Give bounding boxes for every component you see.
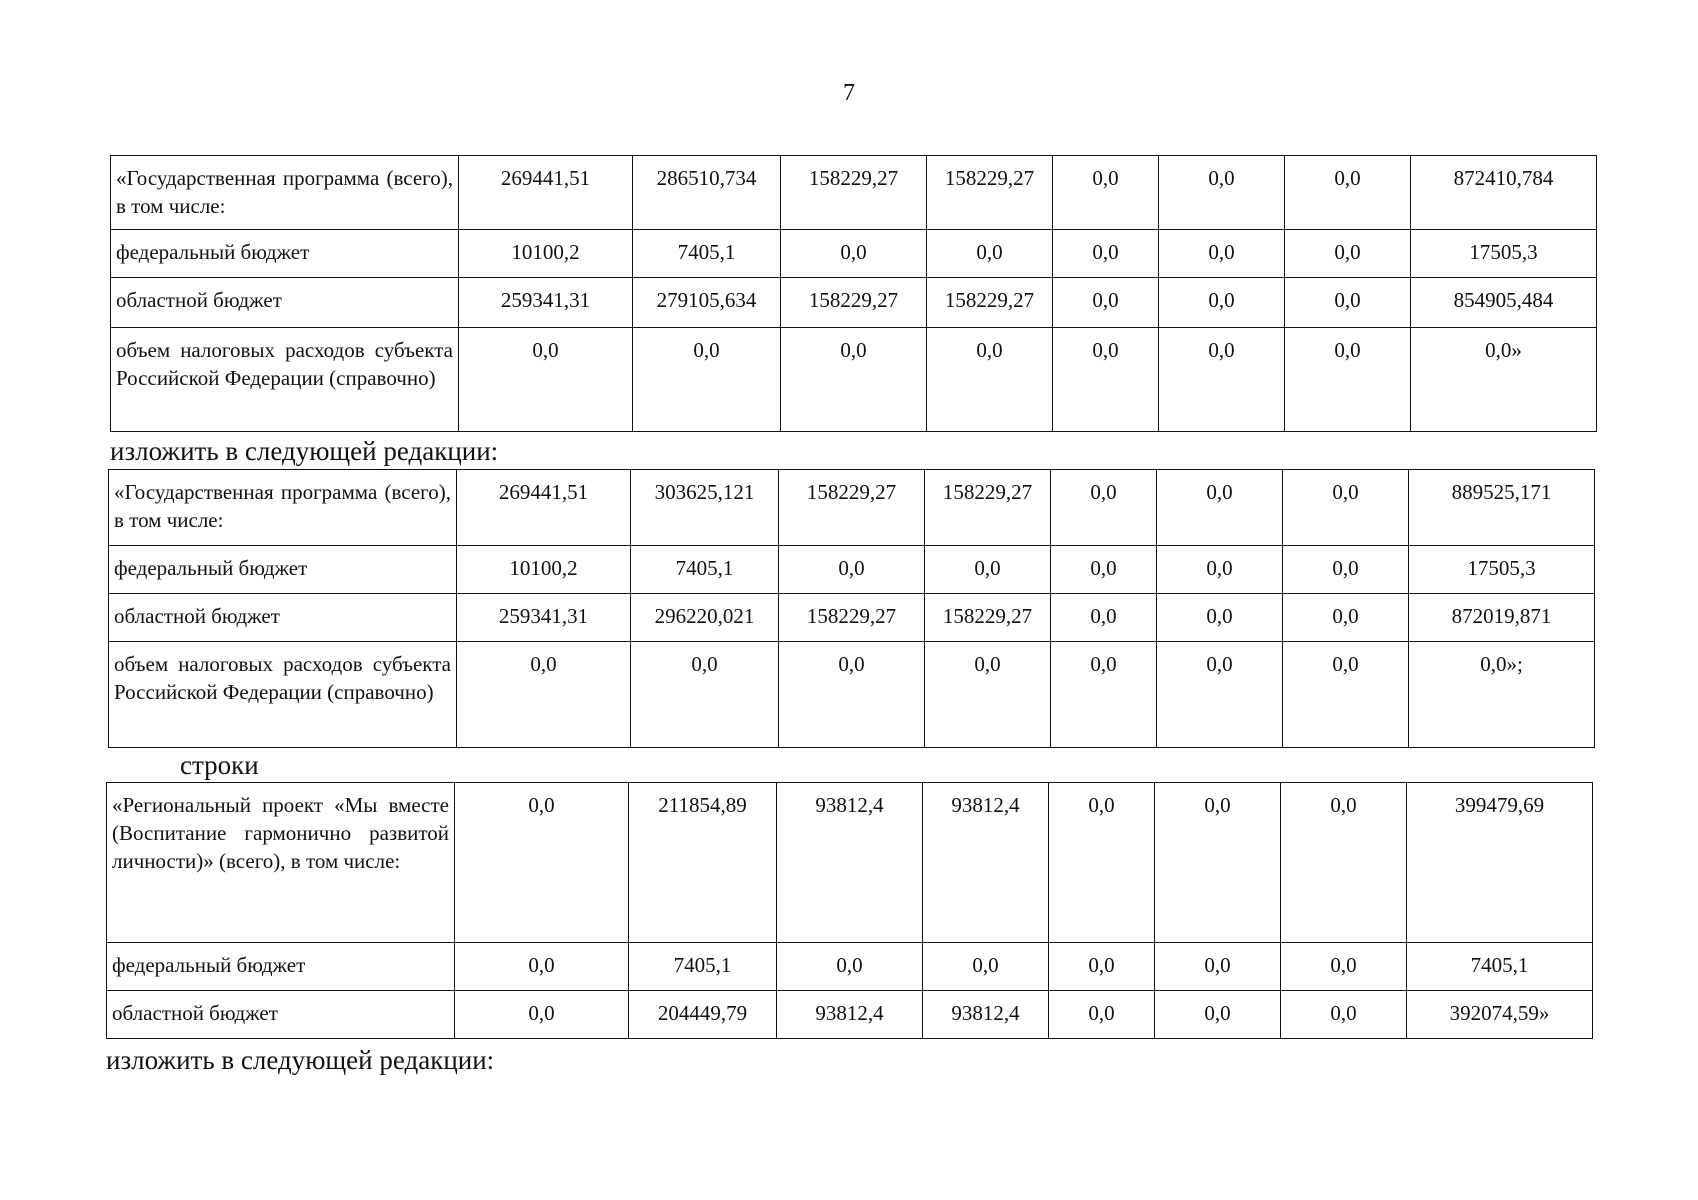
cell-value: 0,0 xyxy=(1051,546,1157,594)
cell-value: 93812,4 xyxy=(777,991,923,1039)
cell-value: 303625,121 xyxy=(631,470,779,546)
cell-value: 0,0 xyxy=(1281,783,1407,943)
cell-value: 158229,27 xyxy=(927,156,1053,230)
cell-value: 0,0 xyxy=(1283,470,1409,546)
cell-value: 0,0 xyxy=(1053,328,1159,432)
row-label: федеральный бюджет xyxy=(111,230,459,278)
cell-value: 158229,27 xyxy=(779,470,925,546)
cell-value: 296220,021 xyxy=(631,594,779,642)
cell-value: 392074,59» xyxy=(1407,991,1593,1039)
cell-value: 399479,69 xyxy=(1407,783,1593,943)
row-label: областной бюджет xyxy=(111,278,459,328)
table-row xyxy=(107,943,1593,991)
cell-value: 158229,27 xyxy=(781,278,927,328)
cell-value: 854905,484 xyxy=(1411,278,1597,328)
row-label: объем налоговых расходов субъекта Российской Федерации (справочно) xyxy=(111,328,459,432)
cell-value: 7405,1 xyxy=(1407,943,1593,991)
cell-value: 0,0 xyxy=(1159,230,1285,278)
cell-value: 0,0 xyxy=(1283,642,1409,748)
cell-value: 0,0 xyxy=(1051,594,1157,642)
cell-value: 259341,31 xyxy=(459,278,633,328)
cell-value: 0,0 xyxy=(1159,328,1285,432)
cell-value: 0,0 xyxy=(1053,156,1159,230)
cell-value: 0,0 xyxy=(455,783,629,943)
cell-value: 7405,1 xyxy=(629,943,777,991)
cell-value: 204449,79 xyxy=(629,991,777,1039)
cell-value: 0,0 xyxy=(1053,230,1159,278)
cell-value: 0,0 xyxy=(1283,546,1409,594)
cell-value: 0,0 xyxy=(927,328,1053,432)
cell-value: 0,0 xyxy=(1285,156,1411,230)
cell-value: 0,0 xyxy=(1049,943,1155,991)
cell-value: 0,0 xyxy=(1281,943,1407,991)
cell-value: 0,0 xyxy=(459,328,633,432)
cell-value: 872410,784 xyxy=(1411,156,1597,230)
row-label: «Региональный проект «Мы вместе (Воспитание гармонично развитой личности)» (всего), в том числе: xyxy=(107,783,455,943)
cell-value: 0,0 xyxy=(1053,278,1159,328)
cell-value: 0,0 xyxy=(777,943,923,991)
cell-value: 17505,3 xyxy=(1409,546,1595,594)
cell-value: 0,0 xyxy=(631,642,779,748)
cell-value: 0,0 xyxy=(457,642,631,748)
cell-value: 0,0» xyxy=(1411,328,1597,432)
cell-value: 0,0 xyxy=(1049,783,1155,943)
cell-value: 158229,27 xyxy=(925,470,1051,546)
table-row xyxy=(111,156,1597,230)
row-label: федеральный бюджет xyxy=(109,546,457,594)
cell-value: 286510,734 xyxy=(633,156,781,230)
cell-value: 0,0 xyxy=(1285,328,1411,432)
row-label: «Государственная программа (всего), в том числе: xyxy=(111,156,459,230)
budget-table-regional-project xyxy=(106,782,1593,1039)
cell-value: 10100,2 xyxy=(459,230,633,278)
cell-value: 0,0 xyxy=(779,642,925,748)
table-row xyxy=(107,783,1593,943)
row-label: федеральный бюджет xyxy=(107,943,455,991)
cell-value: 0,0 xyxy=(1051,642,1157,748)
cell-value: 158229,27 xyxy=(779,594,925,642)
cell-value: 0,0 xyxy=(1155,991,1281,1039)
cell-value: 269441,51 xyxy=(459,156,633,230)
table-row xyxy=(111,230,1597,278)
table-row xyxy=(109,470,1595,546)
restate-instruction: изложить в следующей редакции: xyxy=(106,1045,495,1075)
page-number: 7 xyxy=(843,80,855,106)
cell-value: 0,0 xyxy=(1155,783,1281,943)
restate-instruction: изложить в следующей редакции: xyxy=(110,436,499,466)
table-row xyxy=(109,546,1595,594)
budget-table-old-program xyxy=(110,155,1597,432)
cell-value: 158229,27 xyxy=(925,594,1051,642)
cell-value: 0,0 xyxy=(923,943,1049,991)
row-label: областной бюджет xyxy=(109,594,457,642)
cell-value: 872019,871 xyxy=(1409,594,1595,642)
rows-word: строки xyxy=(180,750,259,780)
cell-value: 0,0 xyxy=(1285,230,1411,278)
cell-value: 10100,2 xyxy=(457,546,631,594)
cell-value: 0,0 xyxy=(633,328,781,432)
table-row xyxy=(109,594,1595,642)
cell-value: 0,0 xyxy=(927,230,1053,278)
cell-value: 0,0 xyxy=(1281,991,1407,1039)
cell-value: 158229,27 xyxy=(781,156,927,230)
table-row xyxy=(111,328,1597,432)
row-label: «Государственная программа (всего), в том числе: xyxy=(109,470,457,546)
cell-value: 0,0 xyxy=(925,546,1051,594)
cell-value: 0,0 xyxy=(1049,991,1155,1039)
cell-value: 0,0 xyxy=(455,943,629,991)
cell-value: 0,0 xyxy=(455,991,629,1039)
row-label: объем налоговых расходов субъекта Российской Федерации (справочно) xyxy=(109,642,457,748)
cell-value: 0,0 xyxy=(779,546,925,594)
cell-value: 211854,89 xyxy=(629,783,777,943)
cell-value: 0,0 xyxy=(1159,156,1285,230)
cell-value: 0,0 xyxy=(781,230,927,278)
cell-value: 7405,1 xyxy=(633,230,781,278)
cell-value: 279105,634 xyxy=(633,278,781,328)
cell-value: 0,0 xyxy=(1283,594,1409,642)
cell-value: 889525,171 xyxy=(1409,470,1595,546)
cell-value: 0,0 xyxy=(1157,546,1283,594)
cell-value: 0,0»; xyxy=(1409,642,1595,748)
cell-value: 0,0 xyxy=(1155,943,1281,991)
cell-value: 0,0 xyxy=(925,642,1051,748)
cell-value: 0,0 xyxy=(1157,642,1283,748)
cell-value: 0,0 xyxy=(1159,278,1285,328)
cell-value: 93812,4 xyxy=(923,991,1049,1039)
cell-value: 259341,31 xyxy=(457,594,631,642)
table-row xyxy=(107,991,1593,1039)
cell-value: 7405,1 xyxy=(631,546,779,594)
cell-value: 158229,27 xyxy=(927,278,1053,328)
cell-value: 93812,4 xyxy=(923,783,1049,943)
table-row xyxy=(109,642,1595,748)
cell-value: 0,0 xyxy=(1051,470,1157,546)
cell-value: 0,0 xyxy=(781,328,927,432)
cell-value: 0,0 xyxy=(1157,594,1283,642)
cell-value: 0,0 xyxy=(1285,278,1411,328)
cell-value: 93812,4 xyxy=(777,783,923,943)
budget-table-new-program xyxy=(108,469,1595,748)
table-row xyxy=(111,278,1597,328)
row-label: областной бюджет xyxy=(107,991,455,1039)
cell-value: 0,0 xyxy=(1157,470,1283,546)
cell-value: 17505,3 xyxy=(1411,230,1597,278)
cell-value: 269441,51 xyxy=(457,470,631,546)
